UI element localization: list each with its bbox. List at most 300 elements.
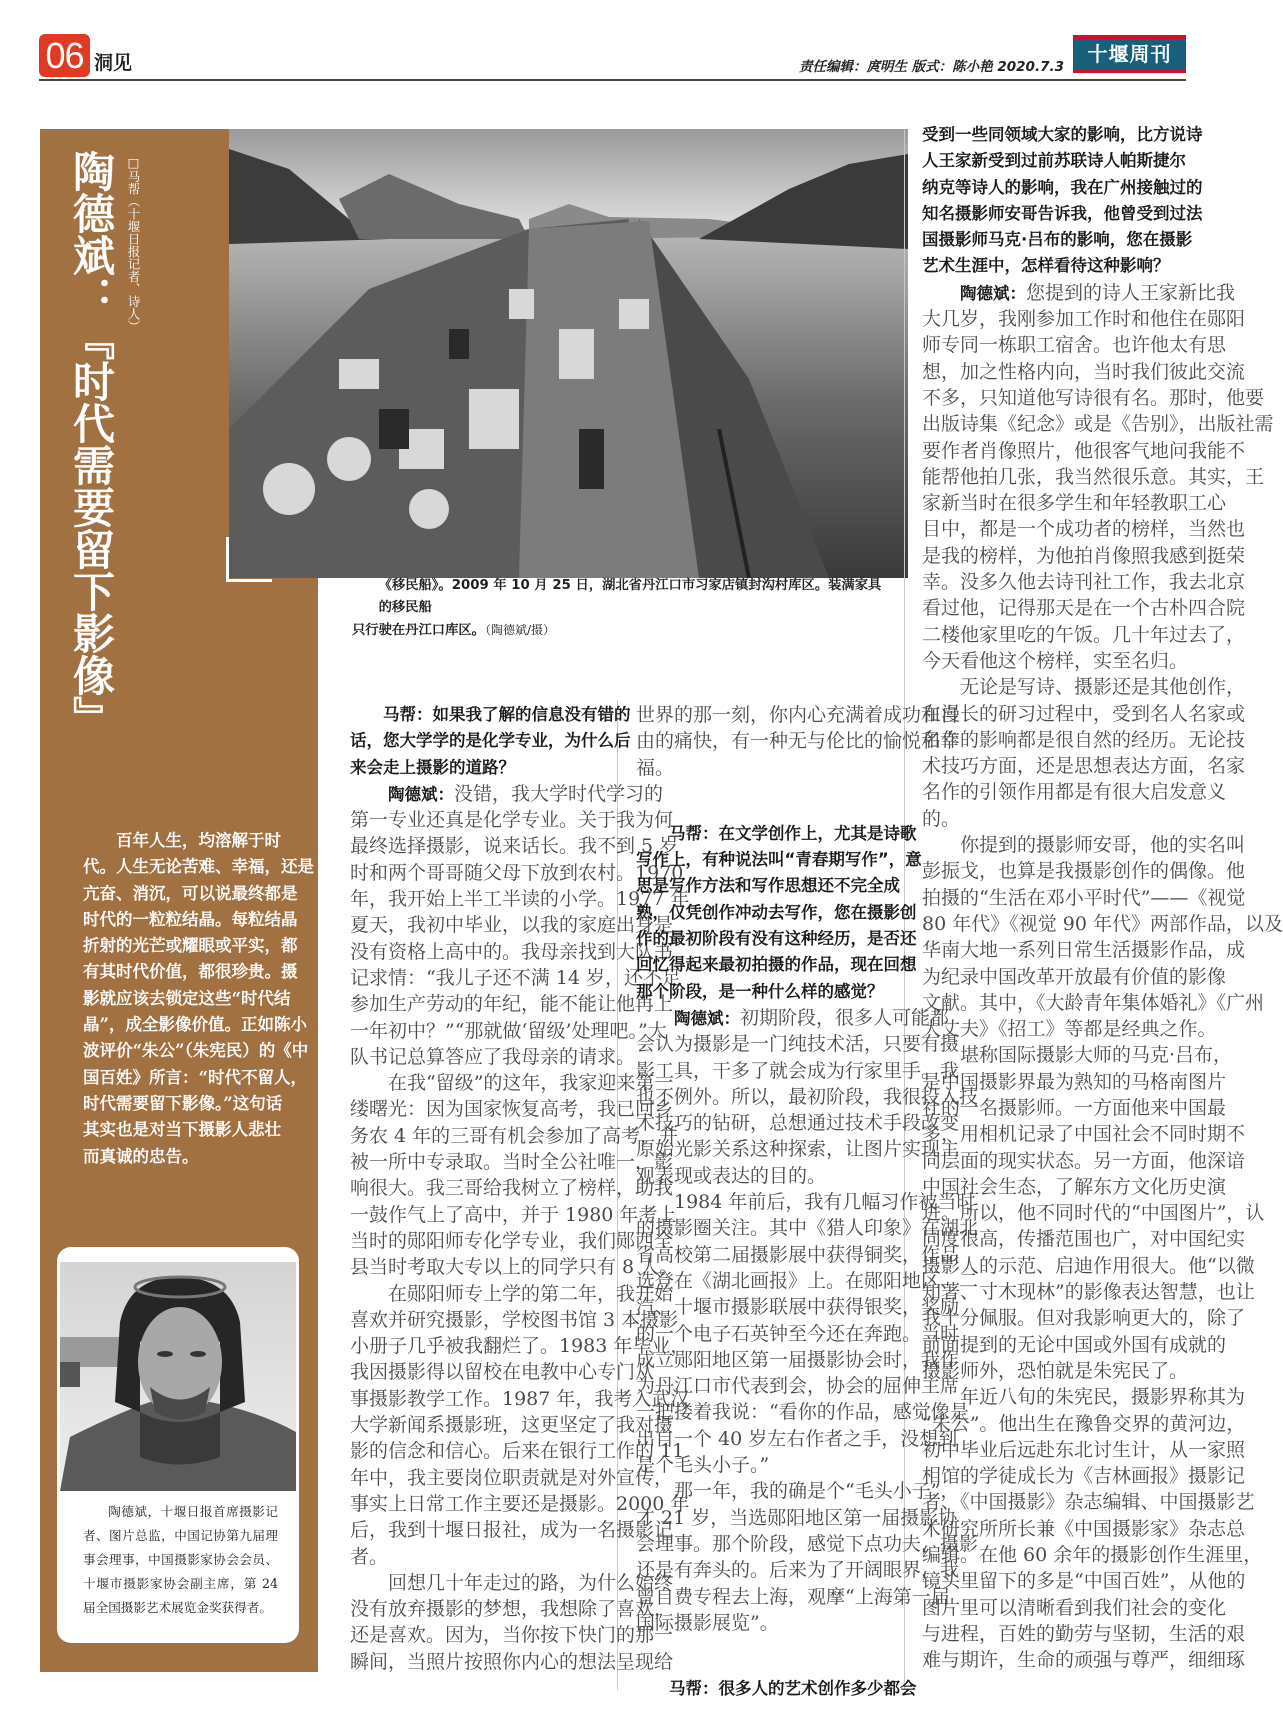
text-line	[350, 1622, 674, 1648]
text-line	[636, 1676, 917, 1702]
text-line	[922, 1595, 1227, 1621]
paragraph	[350, 1070, 679, 1280]
interview-answer	[350, 781, 690, 1070]
line-text: 难与期许，生命的顽强与尊严，细细琢	[922, 1649, 1246, 1672]
line-text: 1984 年前后，我有几幅习作被当时	[674, 1191, 976, 1214]
text-line	[922, 674, 1246, 700]
line-text: 曾自费专程去上海，观摩“上海第一届	[636, 1585, 950, 1608]
line-text: 有其时代价值，都很珍贵。摄	[83, 962, 298, 982]
line-text: 您提到的诗人王家新比我	[1026, 281, 1236, 304]
paragraph	[83, 1500, 278, 1620]
line-text: 县当时考取大专以上的同学只有 8 人。	[350, 1256, 679, 1279]
text-line	[636, 1031, 960, 1057]
text-line	[350, 1202, 677, 1228]
text-line	[922, 1279, 1255, 1305]
line-text: 原始光影关系这种探索，让图片实现主	[636, 1138, 960, 1161]
text-line	[922, 622, 1246, 648]
intro-text	[83, 828, 314, 1170]
text-line	[636, 755, 886, 781]
line-text: 艺术生涯中，怎样看待这种影响？	[922, 256, 1170, 276]
line-text: 时代的一粒粒结晶。每粒结晶	[83, 909, 298, 929]
text-line	[922, 1411, 1246, 1437]
line-text: 马帮：很多人的艺术创作多少都会	[669, 1679, 917, 1699]
line-text: 还是有奔头的。后来为了开阔眼界，我	[636, 1559, 960, 1582]
line-text: 作的最初阶段有没有这种经历，是否还	[636, 929, 917, 949]
text-line	[350, 781, 664, 807]
line-text: 十堰市摄影家协会副主席，第 24	[83, 1576, 278, 1591]
line-text: 在我“留级”的这年，我家迎来第一	[388, 1072, 674, 1095]
text-line	[922, 1489, 1255, 1515]
line-text: 影的信念和信心。后来在银行工作的 11	[350, 1440, 685, 1463]
line-text: 与进程，百姓的勤劳与坚韧，生活的艰	[922, 1622, 1246, 1645]
paragraph	[636, 702, 960, 781]
line-text: 的摄影圈关注。其中《猎人印象》在湖北	[636, 1217, 979, 1240]
text-line	[350, 1544, 600, 1570]
photo-credit: （陶德斌/摄）	[484, 623, 556, 637]
photo-caption-line-2: 只行驶在丹江口库区。	[352, 623, 485, 638]
text-line	[922, 1542, 1263, 1568]
text-line	[636, 702, 960, 728]
text-line	[350, 912, 674, 938]
text-line	[350, 1307, 679, 1333]
text-line	[922, 1016, 1217, 1042]
line-text: 名作的引领作用都是有很大启发意义	[922, 781, 1227, 804]
byline	[126, 155, 141, 333]
line-text: 者、图片总监，中国记协第九届理	[83, 1528, 278, 1543]
line-text: 马帮：在文学创作上，尤其是诗歌	[669, 823, 917, 843]
text-line	[636, 952, 917, 978]
text-line	[636, 1058, 960, 1084]
line-text: 成立郧阳地区第一届摄影协会时，我作	[636, 1348, 960, 1371]
text-line	[350, 939, 674, 965]
main-photo-migrant-boat	[229, 129, 908, 578]
line-text: 堪称国际摄影大师的马克·吕布，	[960, 1044, 1233, 1067]
line-text: 国百姓》所言：“时代不留人，	[83, 1067, 307, 1087]
line-text: 第一专业还真是化学专业。关于我为何	[350, 809, 674, 832]
line-text: 话，您大学学的是化学专业，为什么后	[350, 731, 631, 751]
line-text: 也不例外。所以，最初阶段，我很投入技	[636, 1085, 979, 1108]
text-line	[922, 464, 1265, 490]
line-text: 其实也是对当下摄影人悲壮	[83, 1120, 281, 1140]
text-line	[636, 1110, 960, 1136]
line-text: 影就应该去锁定这些“时代结	[83, 988, 291, 1008]
line-text: 术技巧的钻研，总想通过技术手段改变	[636, 1112, 960, 1135]
interview-question	[350, 702, 631, 781]
line-text: 大几岁，我刚参加工作时和他住在郧阳	[922, 308, 1246, 331]
line-text: 受到一些同领域大家的影响，比方说诗	[922, 125, 1203, 144]
line-text: 人王家新受到过前苏联诗人帕斯捷尔	[922, 151, 1186, 171]
line-text: 陶德斌，十堰日报首席摄影记	[108, 1504, 278, 1519]
text-line	[922, 1463, 1246, 1489]
publication-logo: 十堰周刊	[1073, 35, 1186, 73]
text-line	[922, 648, 1189, 674]
text-line	[636, 1505, 958, 1531]
text-line	[636, 1215, 979, 1241]
text-line	[922, 1305, 1246, 1331]
line-text: 是个毛头小子。”	[636, 1454, 770, 1477]
text-line	[350, 1175, 674, 1201]
line-text: 小册子几乎被我翻烂了。1983 年毕业，	[350, 1335, 690, 1358]
paragraph	[83, 828, 314, 1170]
line-text: 世界的那一刻，你内心充满着成功和自	[636, 704, 960, 726]
line-text: 国际摄影展览”。	[636, 1611, 779, 1634]
line-text: 百年人生，均溶解于时	[116, 831, 281, 850]
text-line	[922, 701, 1246, 727]
line-text: 图片里可以清晰看到我们社会的变化	[922, 1596, 1227, 1619]
text-line	[922, 280, 1236, 306]
line-text: 华南大地一系列日常生活摄影作品，成	[922, 939, 1246, 962]
text-line	[922, 1253, 1255, 1279]
text-line	[350, 1465, 674, 1491]
line-text: 一年初中？”“那就做‘留级’处理吧。”大	[350, 1019, 667, 1042]
line-text: 名作的影响都是很自然的经历。无论技	[922, 728, 1246, 751]
text-line	[350, 833, 679, 859]
text-line	[83, 1038, 309, 1064]
line-text: 进。所以，他不同时代的“中国图片”，认	[922, 1202, 1265, 1225]
line-text: 后，我到十堰日报社，成为一名摄影记	[350, 1519, 674, 1542]
text-line	[922, 1095, 1227, 1121]
speaker-name: 陶德斌：	[388, 784, 454, 804]
photo-caption-line-1: 《移民船》。2009 年 10 月 25 日，湖北省丹江口市习家店镇封沟村库区。装满家具的移民船	[378, 578, 882, 615]
line-text: 回想几十年走过的路，为什么始终	[388, 1571, 674, 1594]
text-line	[350, 1018, 667, 1044]
line-text: 编辑。在他 60 余年的摄影创作生涯里，	[922, 1544, 1263, 1567]
text-line	[922, 990, 1265, 1016]
text-line	[350, 1070, 674, 1096]
text-line	[83, 1012, 307, 1038]
line-text: 大学新闻系摄影班，这更坚定了我对摄	[350, 1414, 674, 1437]
line-text: 事会理事，中国摄影家协会会员、	[83, 1552, 278, 1567]
line-text: 一把搂着我说：“看你的作品，感觉像是	[636, 1401, 969, 1424]
line-text: 初期阶段，很多人可能都	[740, 1006, 950, 1029]
line-text: 时和两个哥哥随父母下放到农村。1970	[350, 861, 684, 884]
line-text: 镜头里留下的多是“中国百姓”，从他的	[922, 1570, 1246, 1593]
headline: 陶德斌：『时代需要留下影像』	[67, 150, 116, 738]
text-line	[922, 253, 1172, 279]
text-line	[350, 1491, 690, 1517]
text-line	[350, 1123, 679, 1149]
text-line	[350, 1149, 674, 1175]
line-text: 出版诗集《纪念》或是《告别》，出版社需	[922, 413, 1274, 436]
line-text: 会认为摄影是一门纯技术活，只要有摄	[636, 1033, 960, 1056]
text-line	[350, 1517, 674, 1543]
text-line	[922, 332, 1227, 358]
text-line	[83, 907, 298, 933]
text-line	[922, 1042, 1233, 1068]
interview-question	[636, 1676, 917, 1702]
line-text: 摄影人的示范、启迪作用很大。他“以微	[922, 1254, 1255, 1277]
text-line	[922, 832, 1246, 858]
line-text: 拍摄的“生活在邓小平时代”——《视觉	[922, 886, 1246, 909]
line-text: 最终选择摄影，说来话长。我不到 5 岁	[350, 835, 679, 858]
speaker-name: 陶德斌：	[960, 283, 1026, 303]
line-text: 初中毕业后远赴东北讨生计，从一家照	[922, 1438, 1246, 1461]
text-line	[83, 1144, 273, 1170]
article-column-1	[350, 702, 690, 1675]
line-text: 响很大。我三哥给我树立了榜样，助我	[350, 1177, 674, 1200]
text-line	[922, 490, 1227, 516]
text-line	[922, 964, 1227, 990]
text-line	[922, 1437, 1246, 1463]
paragraph	[636, 1189, 979, 1478]
line-text: 熟，仅凭创作冲动去写作，您在摄影创	[636, 902, 917, 922]
text-line	[350, 1412, 674, 1438]
interview-answer	[636, 1005, 979, 1189]
line-text: 回忆得起来最初拍摄的作品，现在回想	[636, 955, 917, 975]
line-text: 被一所中专录取。当时全公社唯一，影	[350, 1151, 674, 1174]
text-line	[350, 1570, 674, 1596]
line-text: 来会走上摄影的道路？	[350, 757, 515, 777]
text-line	[636, 1347, 960, 1373]
line-text: 晶”，成全影像价值。正如陈小	[83, 1015, 307, 1035]
text-line	[922, 1200, 1265, 1226]
editor-credits: 责任编辑：庹明生 版式：陈小艳 2020.7.3	[798, 59, 1064, 75]
text-line	[83, 959, 298, 985]
text-line	[636, 1084, 979, 1110]
text-line	[350, 807, 674, 833]
text-line	[350, 1596, 674, 1622]
line-text: 师专同一栋职工宿舍。也许他太有思	[922, 334, 1227, 357]
line-text: 术技巧方面，还是思想表达方面，名家	[922, 755, 1246, 778]
line-text: 福。	[636, 756, 675, 779]
text-line	[350, 886, 690, 912]
line-text: 你提到的摄影师安哥，他的实名叫	[960, 834, 1246, 857]
line-text: 亢奋、消沉，可以说最终都是	[83, 883, 298, 903]
interview-answer	[922, 280, 1274, 674]
line-text: 国摄影师马克·吕布的影响，您在摄影	[922, 230, 1193, 250]
line-text: 波评价“朱公”（朱宪民）的《中	[83, 1041, 309, 1061]
text-line	[636, 1478, 960, 1504]
text-line	[636, 1399, 969, 1425]
text-line	[922, 911, 1283, 937]
corner-bracket-vertical	[226, 537, 229, 582]
line-text: 我因摄影得以留校在电教中心专门从	[350, 1361, 655, 1384]
paragraph	[922, 1042, 1265, 1384]
speaker-name: 陶德斌：	[674, 1008, 740, 1028]
text-line	[922, 306, 1246, 332]
text-line	[83, 986, 291, 1012]
line-text: 那个阶段，是一种什么样的感觉？	[636, 981, 884, 1001]
text-line	[350, 755, 600, 781]
line-text: 出自一个 40 岁左右作者之手，没想到	[636, 1427, 958, 1450]
line-text: 中国社会生态，了解东方文化历史演	[922, 1175, 1227, 1198]
text-line	[350, 1438, 685, 1464]
text-line	[350, 1359, 655, 1385]
byline-text: 马帮（十堰日报记者、诗人）	[126, 170, 141, 333]
text-line	[83, 854, 314, 880]
text-line	[922, 438, 1246, 464]
line-text: 在漫长的研习过程中，受到名人名家或	[922, 702, 1246, 725]
text-line	[350, 702, 631, 728]
text-line	[83, 1548, 278, 1572]
text-line	[636, 1294, 960, 1320]
paragraph	[350, 1281, 690, 1570]
line-text: 相馆的学徒成长为《吉林画报》摄影记	[922, 1465, 1246, 1488]
line-text: 参加生产劳动的年纪，能不能让他再上	[350, 993, 674, 1016]
text-line	[350, 1096, 674, 1122]
paragraph	[636, 1478, 979, 1636]
text-line	[922, 385, 1265, 411]
paragraph	[922, 1384, 1263, 1673]
text-line	[922, 1647, 1246, 1673]
line-text: “朱公”。他出生在豫鲁交界的黄河边，	[922, 1412, 1246, 1435]
text-line	[922, 1069, 1227, 1095]
text-line	[83, 1091, 283, 1117]
line-text: 能帮他拍几张，我当然很乐意。其实，王	[922, 465, 1265, 488]
article-column-2	[636, 702, 979, 1702]
text-line	[636, 1584, 950, 1610]
text-line	[350, 991, 674, 1017]
line-text: 80 年代》《视觉 90 年代》两部作品，以及	[922, 912, 1283, 935]
text-line	[922, 359, 1246, 385]
line-text: 大丈夫》《招工》等都是经典之作。	[922, 1018, 1217, 1041]
line-text: 者。	[350, 1545, 389, 1568]
text-line	[636, 1531, 979, 1557]
text-line	[922, 1226, 1246, 1252]
line-text: 无论是写诗、摄影还是其他创作，	[960, 676, 1246, 699]
text-line	[922, 201, 1203, 227]
line-text: 的一个电子石英钟至今还在奔跑。当时	[636, 1322, 960, 1345]
corner-bracket-horizontal	[226, 579, 272, 582]
line-text: 我十分佩服。但对我影响更大的，除了	[922, 1307, 1246, 1330]
line-text: 喜欢并研究摄影，学校图书馆 3 本摄影	[350, 1308, 679, 1331]
line-text: 年中，我主要岗位职责就是对外宣传，	[350, 1466, 674, 1489]
line-text: 术研究所所长兼《中国摄影家》杂志总	[922, 1517, 1246, 1540]
text-line	[350, 860, 684, 886]
text-line	[922, 779, 1227, 805]
text-line	[922, 1332, 1227, 1358]
line-text: 务农 4 年的三哥有机会参加了高考，并	[350, 1124, 679, 1147]
text-line	[922, 1121, 1246, 1147]
text-line	[350, 1333, 690, 1359]
text-line	[636, 821, 917, 847]
text-line	[636, 926, 917, 952]
header-divider	[39, 79, 1186, 81]
line-text: 事实上日常工作主要还是摄影。2000 年	[350, 1492, 690, 1515]
text-line	[636, 1426, 958, 1452]
text-line	[922, 858, 1246, 884]
text-line	[636, 1189, 976, 1215]
text-line	[350, 1386, 690, 1412]
text-line	[636, 900, 917, 926]
portrait-photo	[60, 1262, 296, 1491]
line-text: 纳克等诗人的影响，我在广州接触过的	[922, 177, 1203, 197]
line-text: 思是写作方法和写作思想还不完全成	[636, 876, 900, 896]
line-text: 时代需要留下影像。”这句话	[83, 1093, 283, 1113]
line-text: 瞬间，当照片按照你内心的想法呈现给	[350, 1650, 674, 1673]
paragraph	[922, 832, 1283, 1042]
line-text: 前面提到的无论中国或外国有成就的	[922, 1333, 1227, 1356]
line-text: 记求情：“我儿子还不满 14 岁，还不足	[350, 966, 681, 989]
line-text: 没错，我大学时代学习的	[454, 782, 664, 805]
line-text: 还是喜欢。因为，当你按下快门的那一	[350, 1624, 674, 1647]
text-line	[922, 1148, 1246, 1174]
line-text: 而真诚的忠告。	[83, 1146, 199, 1166]
line-text: 代。人生无论苦难、幸福，还是	[83, 857, 314, 877]
paragraph-gap	[636, 1636, 886, 1676]
line-text: 年近八旬的朱宪民，摄影界称其为	[960, 1386, 1246, 1409]
section-name: 洞见	[94, 52, 133, 74]
line-text: 文献。其中，《大龄青年集体婚礼》《广州	[922, 991, 1265, 1014]
line-text: 那一年，我的确是个“毛头小子”，	[674, 1480, 960, 1503]
text-line	[922, 516, 1246, 542]
line-text: 不多，只知道他写诗很有名。那时，他要	[922, 386, 1265, 409]
text-line	[636, 847, 922, 873]
line-text: 队书记总算答应了我母亲的请求。	[350, 1045, 636, 1068]
line-text: 省高校第二届摄影展中获得铜奖，作品	[636, 1243, 960, 1266]
text-line	[636, 1163, 886, 1189]
text-line	[922, 1358, 1189, 1384]
text-line	[636, 873, 900, 899]
line-text: 没有资格上高中的。我母亲找到大队书	[350, 940, 674, 963]
photo-caption	[352, 575, 882, 642]
portrait-caption	[83, 1500, 278, 1620]
interview-question	[922, 122, 1203, 280]
line-text: 的。	[922, 807, 961, 830]
text-line	[922, 885, 1246, 911]
text-line	[83, 1500, 278, 1524]
text-line	[83, 1524, 278, 1548]
text-line	[636, 1610, 886, 1636]
line-text: 今天看他这个榜样，实至名归。	[922, 649, 1189, 672]
text-line	[636, 728, 960, 754]
line-text: 事摄影教学工作。1987 年，我考入武汉	[350, 1387, 690, 1410]
text-line	[922, 1621, 1246, 1647]
text-line	[922, 937, 1246, 963]
text-line	[350, 1649, 674, 1675]
line-text: 在郧阳师专上学的第二年，我开始	[388, 1282, 674, 1305]
line-text: 选登在《湖北画报》上。在郧阳地区、二	[636, 1269, 979, 1292]
line-text: 缕曙光：因为国家恢复高考，我已回乡	[350, 1098, 674, 1121]
text-line	[83, 1065, 307, 1091]
line-text: 没有放弃摄影的梦想，我想除了喜欢，	[350, 1598, 674, 1621]
line-text: 届全国摄影艺术展览金奖获得者。	[83, 1600, 272, 1615]
line-text: 由的痛快，有一种无与伦比的愉悦和幸	[636, 730, 960, 753]
text-line	[922, 227, 1193, 253]
interview-question	[636, 821, 922, 1005]
line-text: 知名摄影师安哥告诉我，他曾受到过法	[922, 203, 1203, 223]
line-text: 要作者肖像照片，他很客气地问我能不	[922, 439, 1246, 462]
line-text: 想，加之性格内向，当时我们彼此交流	[922, 360, 1246, 383]
text-line	[922, 1384, 1246, 1410]
line-text: 会理事。那个阶段，感觉下点功夫，摄影	[636, 1532, 979, 1555]
text-line	[922, 753, 1246, 779]
line-text: 者、《中国摄影》杂志编辑、中国摄影艺	[922, 1491, 1255, 1514]
text-line	[922, 122, 1203, 148]
line-text: 社的一名摄影师。一方面他来中国最	[922, 1096, 1227, 1119]
text-line	[636, 1136, 960, 1162]
text-line	[922, 175, 1203, 201]
text-line	[922, 1516, 1246, 1542]
text-line	[350, 1044, 636, 1070]
text-line	[922, 1568, 1246, 1594]
text-line	[636, 1373, 960, 1399]
paragraph	[922, 674, 1246, 832]
text-line	[922, 1174, 1227, 1200]
line-text: 观表现或表达的目的。	[636, 1164, 827, 1187]
line-text: 年，我开始上半工半读的小学。1977 年	[350, 888, 690, 911]
text-line	[83, 881, 298, 907]
text-line	[83, 1117, 281, 1143]
line-text: 才 21 岁，当选郧阳地区第一届摄影协	[636, 1506, 958, 1529]
line-text: 二楼他家里吃的午饭。几十年过去了，	[922, 623, 1246, 646]
text-line	[922, 148, 1186, 174]
text-line	[350, 1228, 674, 1254]
paragraph-gap	[636, 781, 886, 821]
line-text: 同层面的现实状态。另一方面，他深谙	[922, 1149, 1246, 1172]
text-line	[636, 1557, 960, 1583]
text-line	[636, 1268, 979, 1294]
